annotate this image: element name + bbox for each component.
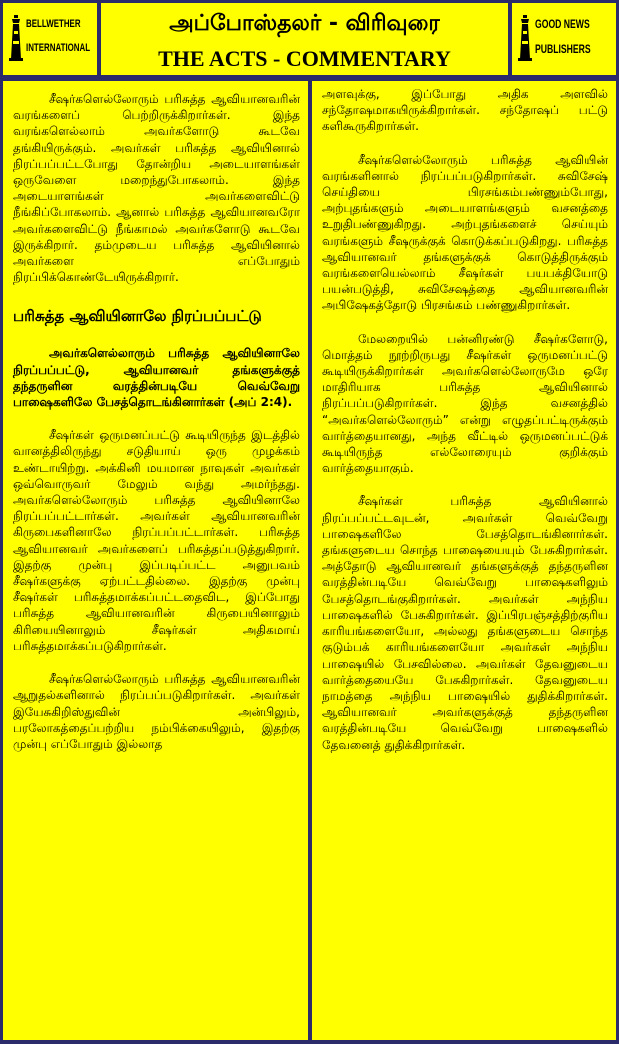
logo-right-line1: GOOD NEWS <box>535 17 590 31</box>
left-column <box>3 81 308 1040</box>
page-header <box>101 3 508 75</box>
left-paragraph-1: சீஷர்களெல்லோரும் பரிசுத்த ஆவியானவரின் வரங்களைப் பெற்றிருக்கிறார்கள். இந்த வரங்களெல்லாம் அவர்களோடு கூடவே தங்கியிருக்கும். அவர்கள் பரிசுத்த ஆவியினால் நிரப்பப்பட்டபோது தோன்றிய அடையாளங்கள் ஒருவேளை மறைந்துபோகலாம். இந்த அடையாளங்கள் அவர்களைவிட்டு நீங்கிப்போகலாம். ஆனால் பரிசுத்த ஆவியானவரோ அவர்களைவிட்டு நீங்காமல் அவர்களோடு கூடவே இருக்கிறார். தம்முடைய பரிசுத்த ஆவியினால் அவர்களை எப்போதும் நிரப்பிக்கொண்டேயிருக்கிறார். <box>13 92 300 285</box>
lighthouse-icon <box>9 15 23 61</box>
right-paragraph-4: சீஷர்கள் பரிசுத்த ஆவியினால் நிரப்பப்பட்டவுடன், அவர்கள் வெவ்வேறு பாஷைகளிலே பேசத்தொடங்கினார்கள். தங்களுடைய சொந்த பாஷையையும் பேசுகிறார்கள். அத்தோடு ஆவியானவர் தங்களுக்குத் தந்தருளின வரத்தின்படியே வெவ்வேறு பாஷைகளிலும் பேசத்தொடங்குகிறார்கள். அவர்கள் அந்நிய பாஷைகளில் பேசுகிறார்கள். இப்பிரபஞ்சத்திற்குரிய காரியங்களையோ, அல்லது தங்களுடைய சொந்த குடும்பக் காரியங்களையோ அவர்கள் அந்நிய பாஷையில் பேசவில்லை. அவர்கள் தேவனுடைய வார்த்தையையே பேசுகிறார்கள். தேவனுடைய நாமத்தை அந்நிய பாஷையில் துதிக்கிறார்கள். ஆவியானவர் அவர்களுக்குத் தந்தருளின வரத்தின்படியே வெவ்வேறு பாஷைகளில் தேவனைத் துதிக்கிறார்கள். <box>322 494 608 752</box>
section-heading: பரிசுத்த ஆவியினாலே நிரப்பப்பட்டு <box>13 307 262 326</box>
right-paragraph-1: அளவுக்கு, இப்போது அதிக அளவில் சந்தோஷமாகயிருக்கிறார்கள். சந்தோஷப் பட்டு களிகூருகிறார்கள். <box>322 87 608 134</box>
publisher-logo-left <box>3 3 97 75</box>
left-paragraph-3: சீஷர்களெல்லோரும் பரிசுத்த ஆவியானவரின் ஆறுதல்களினால் நிரப்பப்படுகிறார்கள். அவர்கள் இயேசுகிறிஸ்துவின் அன்பிலும், பரலோகத்தைப்பற்றிய நம்பிக்கையிலும், இதற்கு முன்பு எப்போதும் இல்லாத <box>13 672 300 751</box>
right-paragraph-2: சீஷர்களெல்லோரும் பரிசுத்த ஆவியின் வரங்களினால் நிரப்பப்படுகிறார்கள். சுவிசேஷ் செய்தியை பிரசங்கம்பண்ணும்போது, அற்புதங்களும் அடையாளங்களும் வசனத்தை உறுதிபண்ணுகிறது. அற்புதங்களைச் செய்யும் வரங்களும் சீஷருக்குக் கொடுக்கப்படுகிறது. பரிசுத்த ஆவியானவர் தங்களுக்குக் கொடுத்திருக்கும் வரங்களையெல்லாம் சீஷர்கள் பயபக்தியோடு பயன்படுத்தி, சுவிசேஷத்தை ஆவியானவரின் அபிஷேகத்தோடு பிரசங்கம் பண்ணுகிறார்கள். <box>322 152 608 313</box>
logo-left-line2: INTERNATIONAL <box>26 42 91 54</box>
right-paragraph-3: மேலறையில் பன்னிரண்டு சீஷர்களோடு, மொத்தம் நூற்றிருபது சீஷர்கள் ஒருமனப்பட்டு கூடியிருக்கிறார்கள் அவர்களெல்லோருமே ஒரே மாதிரியாக பரிசுத்த ஆவியினால் நிரப்பப்படுகிறார்கள். இந்த வசனத்தில் “அவர்களெல்லோரும்” என்று எழுதப்பட்டிருக்கும் வார்த்தையானது, அந்த வீட்டில் ஒருமனப்பட்டுக் கூடியிருந்த எல்லோரையும் குறிக்கும் வார்த்தையாகும். <box>322 331 608 476</box>
logo-right-line2: PUBLISHERS <box>535 42 591 56</box>
publisher-logo-right <box>512 3 616 75</box>
title-tamil: அப்போஸ்தலர் - விரிவுரை <box>169 11 440 36</box>
left-paragraph-2: சீஷர்கள் ஒருமனப்பட்டு கூடியிருந்த இடத்தில் வானத்திலிருந்து சடுதியாய் ஒரு முழக்கம் உண்டாயிற்று. அக்கினி மயமான நாவுகள் அவர்கள் ஒவ்வொருவர் மேலும் வந்து அமர்ந்தது. அவர்களெல்லோரும் பரிசுத்த ஆவியினாலே நிரப்பப்பட்டார்கள். அவர்கள் ஆவியானவரின் கிருபைகளினாலே நிரப்பப்பட்டார்கள். பரிசுத்த ஆவியானவர் அவர்களைப் பரிசுத்தப்படுத்துகிறார். இதற்கு முன்பு இப்படிப்பட்ட அனுபவம் சீஷர்களுக்கு ஏற்பட்டதில்லை. இதற்கு முன்பு சீஷர்கள் பரிசுத்தமாக்கப்பட்டதைவிட, இப்போது பரிசுத்த ஆவியானவரின் கிருபையினாலும் கிரியையினாலும் சீஷர்கள் அதிகமாய் பரிசுத்தமாக்கப்படுகிறார்கள். <box>13 428 300 653</box>
lighthouse-icon <box>518 15 532 61</box>
right-column <box>312 81 616 1040</box>
bible-verse: அவர்களெல்லாரும் பரிசுத்த ஆவியினாலே நிரப்பப்பட்டு, ஆவியானவர் தங்களுக்குத் தந்தருளின வரத்தின்படியே வெவ்வேறு பாஷைகளிலே பேசத்தொடங்கினார்கள் (அப் 2:4). <box>13 346 300 410</box>
logo-left-line1: BELLWETHER <box>26 18 81 30</box>
title-english: THE ACTS - COMMENTARY <box>158 46 451 71</box>
